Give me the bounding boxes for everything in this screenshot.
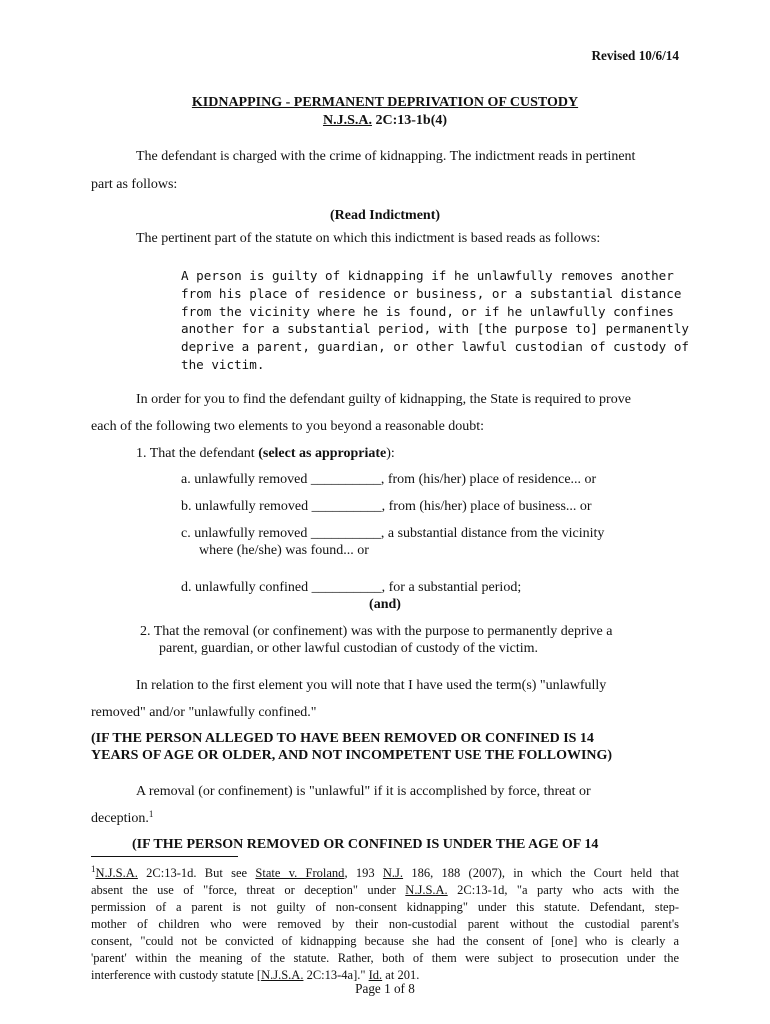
footnote-citation: N.J.S.A. (95, 866, 138, 880)
statute-quote-line: A person is guilty of kidnapping if he unlawfully removes another (181, 268, 674, 283)
footnote-line (91, 865, 679, 882)
footnote-line: permission of a parent is not guilty of non-consent kidnapping" under this statute. Defendant, step- (91, 900, 679, 914)
element-1-select-note: (select as appropriate (258, 446, 387, 461)
option-b: b. unlawfully removed __________, from (his/her) place of business... or (181, 499, 592, 514)
statute-quote-line: another for a substantial period, with [the purpose to] permanently (181, 321, 689, 337)
footnote-text: , 193 (344, 866, 383, 880)
footnote-divider (91, 856, 238, 857)
unlawful-definition-line-1: A removal (or confinement) is "unlawful" if it is accomplished by force, threat or (136, 784, 591, 799)
page-title: KIDNAPPING - PERMANENT DEPRIVATION OF CUSTODY (191, 95, 579, 110)
unlawful-definition-line-2 (91, 811, 153, 827)
relation-line-1: In relation to the first element you will note that I have used the term(s) "unlawfully (136, 678, 607, 693)
elements-intro-line-2: each of the following two elements to you beyond a reasonable doubt: (91, 419, 485, 434)
footnote-id-cite: Id. (368, 968, 383, 982)
footnote-citation: N.J.S.A. (405, 883, 448, 897)
element-1-prefix: 1. That the defendant (136, 446, 259, 461)
unlawful-definition-text: deception. (91, 811, 149, 826)
intro-line-1: The defendant is charged with the crime of kidnapping. The indictment reads in pertinent (136, 149, 636, 164)
footnote-line: consent, "could not be convicted of kidnapping because she had the consent of [one] who is clearly a (91, 934, 679, 948)
footnote-text: 2C:13-1d. But see (137, 866, 256, 880)
statute-quote (181, 267, 689, 374)
option-c-line-2: where (he/she) was found... or (199, 543, 369, 558)
instruction-under-14: (IF THE PERSON REMOVED OR CONFINED IS UNDER THE AGE OF 14 (132, 837, 599, 852)
option-c-line-1: c. unlawfully removed __________, a substantial distance from the vicinity (181, 526, 605, 541)
instruction-14-or-older-line-2: YEARS OF AGE OR OLDER, AND NOT INCOMPETENT USE THE FOLLOWING) (91, 748, 613, 763)
footnote-marker: 1 (148, 809, 154, 819)
intro-line-2: part as follows: (91, 177, 178, 192)
revision-date: Revised 10/6/14 (591, 48, 679, 63)
element-1-heading (136, 446, 395, 462)
footnote-text: absent the use of "force, threat or deception" under (91, 883, 406, 897)
statute-quote-line: from his place of residence or business, or a substantial distance (181, 285, 682, 301)
element-2-line-1: 2. That the removal (or confinement) was with the purpose to permanently deprive a (140, 624, 613, 639)
footnote-reporter: N.J. (382, 866, 404, 880)
read-indictment-instruction: (Read Indictment) (329, 208, 441, 223)
footnote-line: mother of children who were removed by their non-custodial parent without the custodial parent's (91, 917, 679, 931)
footnote-text: 2C:13-4a]." (303, 968, 369, 982)
and-connector: (and) (369, 597, 401, 612)
footnote-line: 'parent' within the meaning of the statute. Rather, both of them were subject to prosecution under the (91, 951, 679, 965)
statute-ref-number: 2C:13-1b(4) (371, 113, 448, 128)
instruction-14-or-older-line-1: (IF THE PERSON ALLEGED TO HAVE BEEN REMOVED OR CONFINED IS 14 (91, 731, 594, 746)
footnote-text: at 201. (382, 968, 420, 982)
footnote-text: 186, 188 (2007), in which the Court held that (403, 866, 679, 880)
page-number: Page 1 of 8 (355, 981, 415, 996)
elements-intro-line-1: In order for you to find the defendant guilty of kidnapping, the State is required to prove (136, 392, 631, 407)
footnote-text: interference with custody statute [ (91, 968, 262, 982)
statute-quote-line: deprive a parent, guardian, or other lawful custodian of custody of (181, 339, 689, 355)
element-1-suffix: ): (386, 446, 395, 461)
element-2-line-2: parent, guardian, or other lawful custodian of custody of the victim. (159, 641, 539, 656)
statute-reference (0, 113, 770, 129)
footnote-text: 2C:13-1d, "a party who acts with the (447, 883, 679, 897)
option-a: a. unlawfully removed __________, from (his/her) place of residence... or (181, 472, 597, 487)
option-d: d. unlawfully confined __________, for a substantial period; (181, 580, 522, 595)
footnote-line (91, 882, 679, 899)
footnote-case-name: State v. Froland (255, 866, 345, 880)
footnote-number: 1 (91, 865, 96, 874)
statute-ref-abbrev: N.J.S.A. (322, 113, 372, 128)
statute-intro: The pertinent part of the statute on which this indictment is based reads as follows: (136, 231, 601, 246)
statute-quote-line: the victim. (181, 356, 265, 372)
footnote-1 (91, 865, 679, 984)
statute-quote-line: from the vicinity where he is found, or if he unlawfully confines (181, 303, 674, 319)
footnote-citation: N.J.S.A. (261, 968, 304, 982)
relation-line-2: removed" and/or "unlawfully confined." (91, 705, 317, 720)
